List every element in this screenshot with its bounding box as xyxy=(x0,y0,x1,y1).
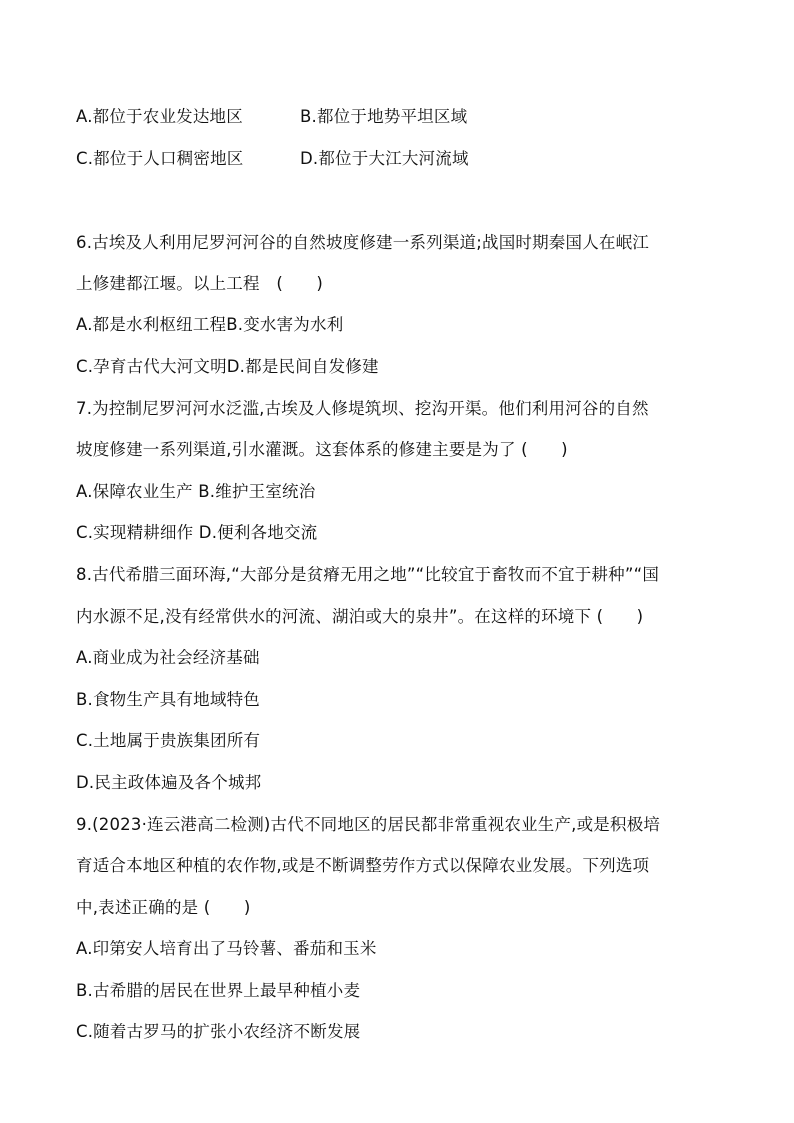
q7-options-line2: C.实现精耕细作 D.便利各地交流 xyxy=(76,523,318,542)
q5-option-b: B.都位于地势平坦区域 xyxy=(300,107,468,126)
q5-option-c: C.都位于人口稠密地区 xyxy=(76,149,244,168)
q6-options-line1: A.都是水利枢纽工程B.变水害为水利 xyxy=(76,315,344,334)
q7-options-line1: A.保障农业生产 B.维护王室统治 xyxy=(76,482,316,501)
q7-stem-line2: 坡度修建一系列渠道,引水灌溉。这套体系的修建主要是为了 ( ) xyxy=(76,440,568,459)
q9-option-a: A.印第安人培育出了马铃薯、番茄和玉米 xyxy=(76,939,377,958)
q6-options-line2: C.孕育古代大河文明D.都是民间自发修建 xyxy=(76,357,379,376)
q8-stem-line1: 8.古代希腊三面环海,“大部分是贫瘠无用之地”“比较宜于畜牧而不宜于耕种”“国 xyxy=(76,565,660,584)
q8-option-b: B.食物生产具有地域特色 xyxy=(76,690,260,709)
q6-stem-line1: 6.古埃及人利用尼罗河河谷的自然坡度修建一系列渠道;战国时期秦国人在岷江 xyxy=(76,233,650,252)
q9-option-c: C.随着古罗马的扩张小农经济不断发展 xyxy=(76,1022,361,1041)
q8-option-d: D.民主政体遍及各个城邦 xyxy=(76,773,262,792)
q7-stem-line1: 7.为控制尼罗河河水泛滥,古埃及人修堤筑坝、挖沟开渠。他们利用河谷的自然 xyxy=(76,399,649,418)
q8-option-c: C.土地属于贵族集团所有 xyxy=(76,731,261,750)
q9-stem-line2: 育适合本地区种植的农作物,或是不断调整劳作方式以保障农业发展。下列选项 xyxy=(76,856,650,875)
q5-option-d: D.都位于大江大河流域 xyxy=(300,149,469,168)
q9-option-b: B.古希腊的居民在世界上最早种植小麦 xyxy=(76,981,361,1000)
q6-stem-line2: 上修建都江堰。以上工程 ( ) xyxy=(76,274,324,293)
q8-option-a: A.商业成为社会经济基础 xyxy=(76,648,260,667)
q9-stem-line3: 中,表述正确的是 ( ) xyxy=(76,898,251,917)
q9-stem-line1: 9.(2023·连云港高二检测)古代不同地区的居民都非常重视农业生产,或是积极培 xyxy=(76,815,661,834)
q5-option-a: A.都位于农业发达地区 xyxy=(76,107,243,126)
q8-stem-line2: 内水源不足,没有经常供水的河流、湖泊或大的泉井”。在这样的环境下 ( ) xyxy=(76,607,644,626)
